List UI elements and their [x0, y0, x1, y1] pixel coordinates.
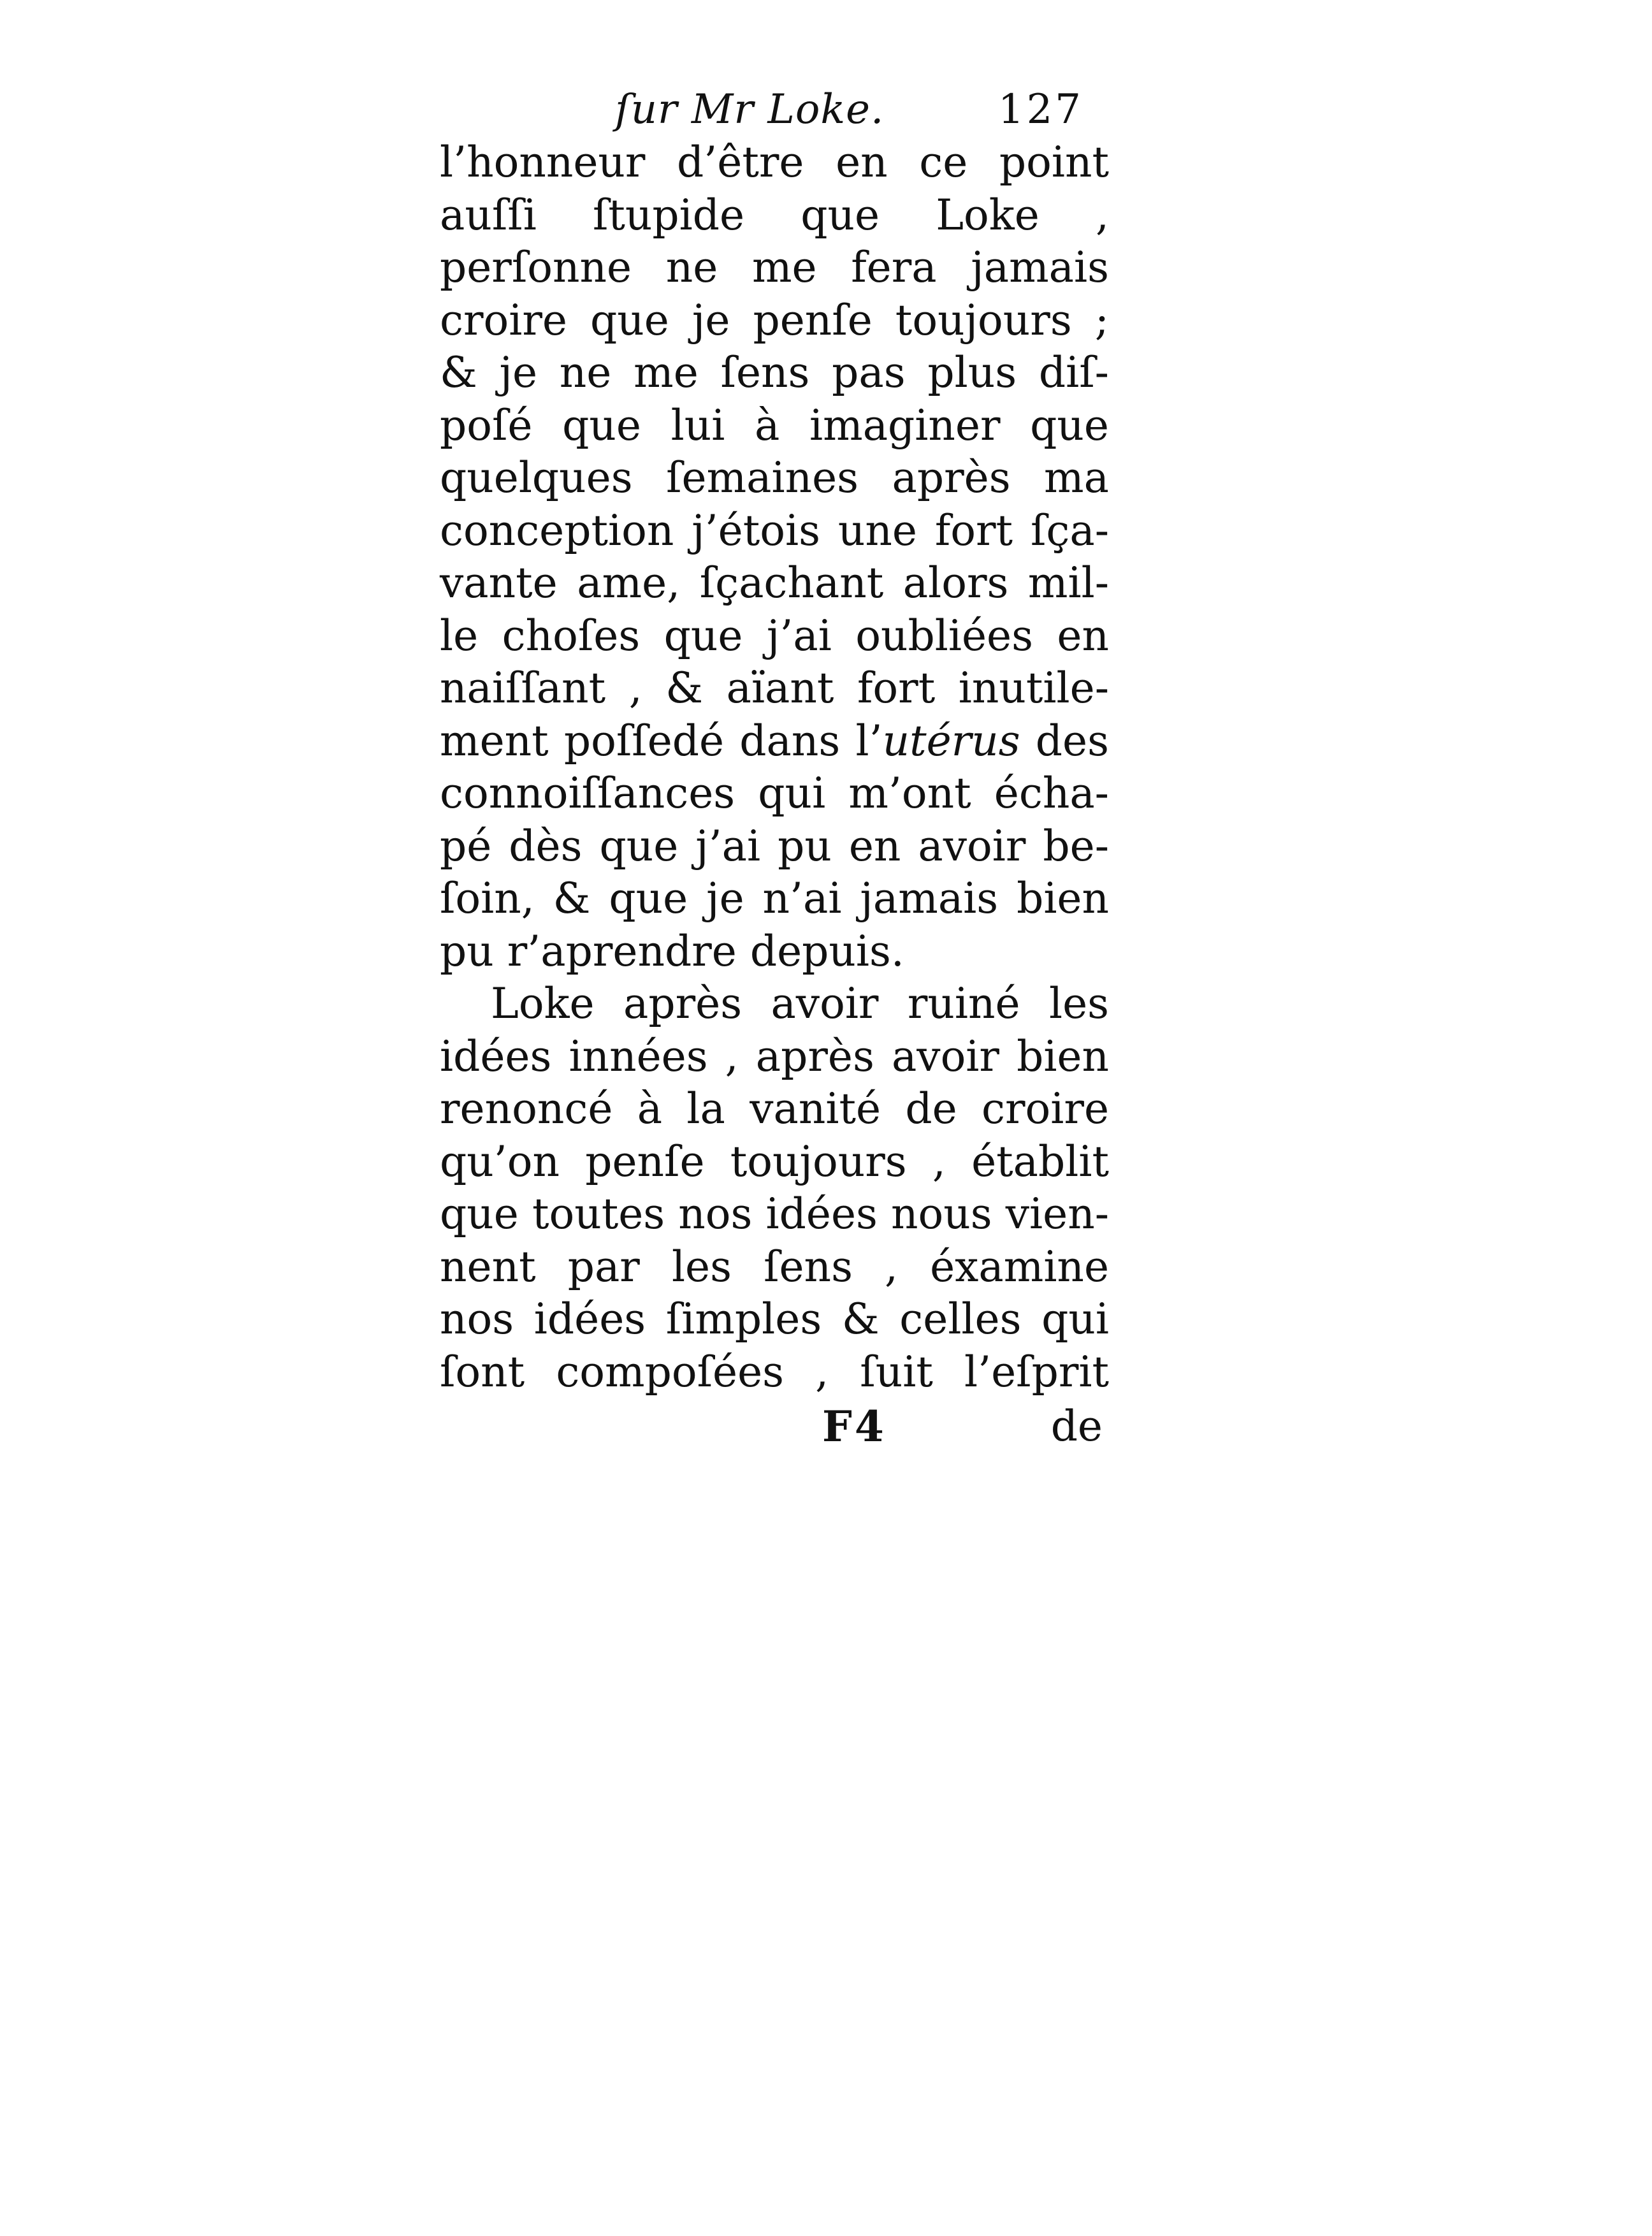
text-line: pé dès que j’ai pu en avoir be-	[440, 821, 1109, 871]
page-number: 127	[997, 86, 1083, 133]
running-title: ſur Mr Loke.	[615, 86, 885, 133]
text-line: poſé que lui à imaginer que	[440, 400, 1109, 450]
text-line: nos idées ſimples & celles qui	[440, 1295, 1109, 1344]
line-segment: ment poſſedé dans l’	[440, 716, 883, 766]
text-line: naiſſant , & aïant fort inutile-	[440, 664, 1109, 713]
text-line: croire que je penſe toujours ;	[440, 295, 1109, 345]
text-block	[440, 83, 1109, 1453]
text-line: ſoin, & que je n’ai jamais bien	[440, 874, 1109, 923]
text-line: perſonne ne me fera jamais	[440, 243, 1109, 292]
text-line: idées innées , après avoir bien	[440, 1031, 1109, 1081]
text-line: connoiſſances qui m’ont écha-	[440, 769, 1109, 818]
text-line: conception j’étois une fort ſça-	[440, 505, 1109, 555]
catchword: de	[1050, 1402, 1103, 1451]
text-line: renoncé à la vanité de croire	[440, 1084, 1109, 1133]
text-line: auſſi ſtupide que Loke ,	[440, 190, 1109, 240]
line-segment: des	[1020, 716, 1109, 766]
text-line: l’honneur d’être en ce point	[440, 138, 1109, 187]
signature-mark: F4	[822, 1402, 887, 1451]
text-line: vante ame, ſçachant alors mil-	[440, 558, 1109, 607]
running-head	[440, 83, 1109, 136]
text-line: & je ne me ſens pas plus diſ-	[440, 348, 1109, 397]
text-line: qu’on penſe toujours , établit	[440, 1136, 1109, 1186]
italic-word: utérus	[882, 716, 1020, 766]
text-line: pu r’aprendre depuis.	[440, 926, 904, 976]
text-line: nent par les ſens , éxamine	[440, 1242, 1109, 1291]
text-line-with-italic	[440, 715, 1109, 768]
text-line: quelques ſemaines après ma	[440, 453, 1109, 502]
text-line: ſont compoſées , ſuit l’eſprit	[440, 1347, 1109, 1397]
text-line: le choſes que j’ai oubliées en	[440, 611, 1109, 660]
page-footer	[440, 1400, 1109, 1453]
text-line: que toutes nos idées nous vien-	[440, 1189, 1109, 1238]
paragraph-first-line: Loke après avoir ruiné les	[491, 979, 1109, 1028]
